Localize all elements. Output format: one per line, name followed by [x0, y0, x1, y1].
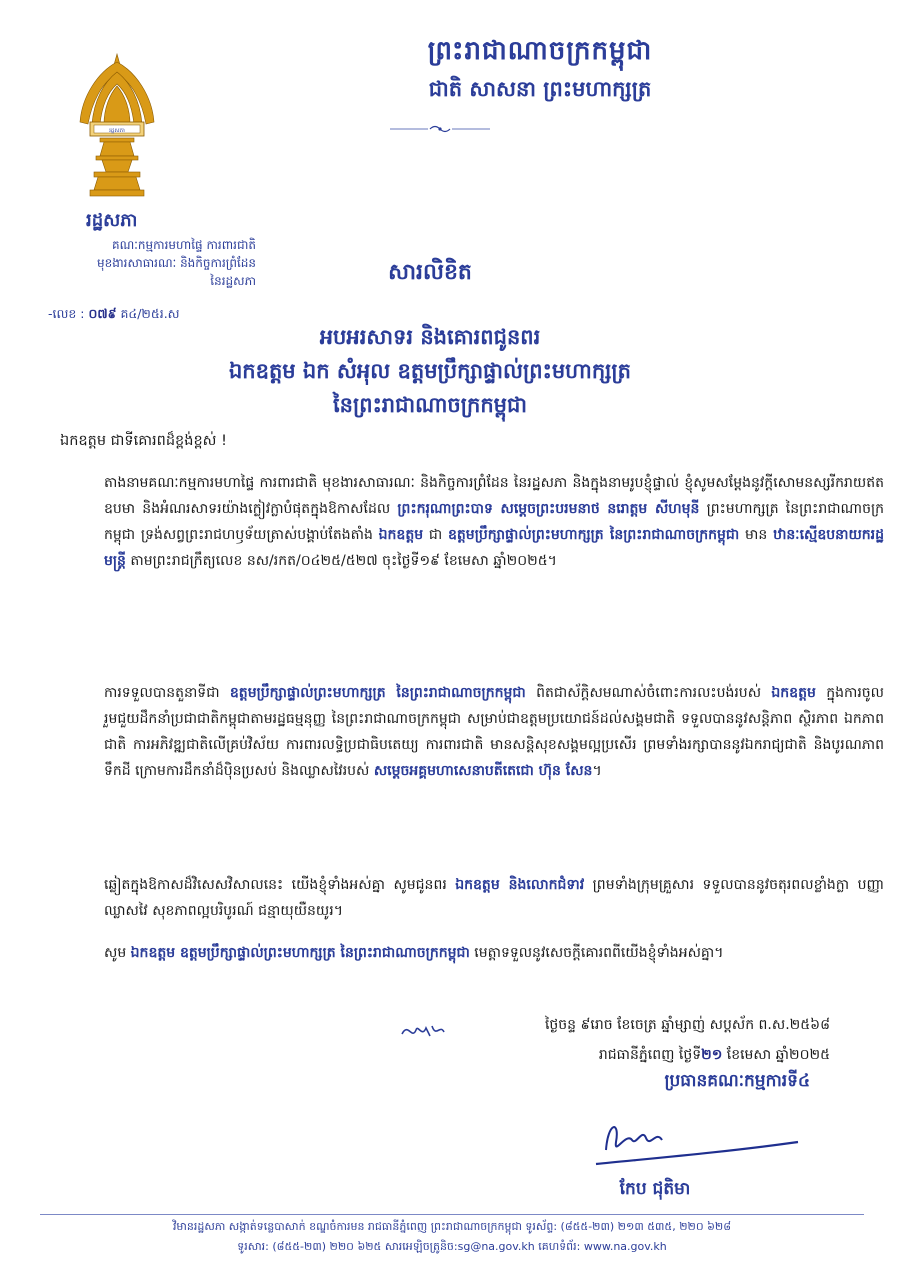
kingdom-title: ព្រះរាជាណាចក្រកម្ពុជា [427, 36, 653, 66]
p2-leader-name: សម្តេចអគ្គមហាសេនាបតីតេជោ ហ៊ុន សែន [373, 763, 593, 779]
handwritten-signature [586, 1112, 804, 1172]
p1-text-g: មាន [739, 527, 774, 543]
p2-text-a: ការទទួលបានតួនាទីជា [104, 685, 230, 701]
committee-line-3: នៃរដ្ឋសភា [210, 274, 256, 288]
signatory-name: កែប ជុតិមា [619, 1179, 691, 1199]
p1-excellency: ឯកឧត្តម [378, 527, 424, 543]
signatory-title: ប្រធានគណៈកម្មការទី៤ [664, 1071, 810, 1091]
p1-text-i: តាមព្រះរាជក្រឹត្យលេខ នស/រកត/០៤២៥/៥២៧ ចុះថ្ងៃទី១៩ ខែមេសា ឆ្នាំ២០២៥។ [125, 553, 557, 569]
p2-text-c: ពិតជាស័ក្តិសមណាស់ចំពោះការលះបង់របស់ [525, 685, 772, 701]
date-suffix: ខែមេសា ឆ្នាំ២០២៥ [722, 1047, 830, 1063]
p1-text-a: តាងនាមគណៈកម្មការមហាផ្ទៃ ការពារជាតិ មុខងារសាធារណៈ និងកិច្ចការព្រំដែន នៃរដ្ឋសភា និងក្នុងនាមរូបខ្ញុំផ្ទាល់ ខ្ញុំសូមសម្តែងនូវក្តីសោមនស្សរីករាយឥតឧបមា និងអំណរសាទរយ៉ាងក្លៀវក្លាបំផុតក្នុងឱកាសដែល [104, 475, 884, 517]
p2-text-g: ។ [592, 763, 602, 779]
p1-text-c: ព្រះមហាក្សត្រ នៃព្រះរាជាណាចក្រកម្ពុជា ទ្រង់សព្វព្រះរាជហឫទ័យត្រាស់បង្គាប់តែងតាំង [104, 501, 885, 543]
p4-text-a: សូម [104, 945, 131, 961]
date-day: ២១ [701, 1047, 723, 1063]
p4-addressee: ឯកឧត្តម ឧត្តមប្រឹក្សាផ្ទាល់ព្រះមហាក្សត្រ នៃព្រះរាជាណាចក្រកម្ពុជា [130, 945, 470, 961]
closing-dates [400, 1010, 830, 1070]
body-paragraph-1 [60, 470, 884, 574]
footer-contact: ទូរសារ: (៨៥៥-២៣) ២២០ ៦២៥ សារអេឡិចត្រូនិច:sg@na.gov.kh គេហទំព័រ: www.na.gov.kh [237, 1240, 667, 1253]
heading-line-1: អបអរសាទរ និងគោរពជូនពរ [319, 325, 541, 349]
footer-divider [40, 1214, 864, 1215]
p1-rank: ឋានៈស្មើឧបនាយករដ្ឋមន្ត្រី [104, 527, 884, 569]
ref-number: ០៧៩ [88, 306, 117, 321]
committee-line-1: គណៈកម្មការមហាផ្ទៃ ការពារជាតិ [112, 238, 256, 252]
emblem-inscription: រដ្ឋសភា [109, 128, 125, 134]
p3-text-c: ព្រមទាំងក្រុមគ្រួសារ ទទួលបាននូវចតុរពលខ្លាំងក្លា បញ្ញាឈ្លាសវៃ សុខភាពល្អបរិបូរណ៍ ជន្មាយុយឺនយូរ។ [104, 877, 885, 919]
ref-suffix: គ៤/២៥រ.ស [120, 306, 180, 321]
issuer-committee [36, 236, 256, 290]
p4-text-c: មេត្តាទទួលនូវសេចក្តីគោរពពីយើងខ្ញុំទាំងអស់គ្នា។ [469, 945, 724, 961]
date-prefix: រាជធានីភ្នំពេញ ថ្ងៃទី [598, 1047, 702, 1063]
national-assembly-emblem [76, 52, 158, 202]
p1-position: ឧត្តមប្រឹក្សាផ្ទាល់ព្រះមហាក្សត្រ នៃព្រះរាជាណាចក្រកម្ពុជា [448, 527, 740, 543]
divider-ornament [390, 124, 490, 134]
p1-text-e: ជា [423, 527, 449, 543]
p2-text-e: ក្នុងការចូលរួមជួយដឹកនាំប្រជាជាតិកម្ពុជាតាមរដ្ឋធម្មនុញ្ញ នៃព្រះរាជាណាចក្រកម្ពុជា សម្រាប់ជាឧត្តមប្រយោជន៍ដល់សង្គមជាតិ ទទួលបាននូវសន្តិភាព ស្ថិរភាព ឯកភាពជាតិ ការអភិវឌ្ឍជាតិលើគ្រប់វិស័យ ការពារលទ្ធិប្រជាធិបតេយ្យ ការពារជាតិ មានសន្តិសុខសង្គមល្អប្រសើរ ព្រមទាំងរក្សាបាននូវឯករាជ្យជាតិ និងបូរណភាពទឹកដី ក្រោមការដឹកនាំដ៏ប៉ិនប្រសប់ និងឈ្លាសវៃរបស់ [104, 685, 884, 779]
heading-line-3: នៃព្រះរាជាណាចក្រកម្ពុជា [332, 393, 527, 417]
p2-position: ឧត្តមប្រឹក្សាផ្ទាល់ព្រះមហាក្សត្រ នៃព្រះរាជាណាចក្រកម្ពុជា [229, 685, 526, 701]
national-motto: ជាតិ សាសនា ព្រះមហាក្សត្រ [428, 77, 652, 101]
ref-prefix: -លេខ : [48, 306, 85, 321]
p3-addressees: ឯកឧត្តម និងលោកជំទាវ [455, 877, 585, 893]
letter-heading [150, 320, 710, 422]
gregorian-date [400, 1040, 830, 1070]
p3-text-a: ឆ្លៀតក្នុងឱកាសដ៏វិសេសវិសាលនេះ យើងខ្ញុំទាំងអស់គ្នា សូមជូនពរ [104, 877, 456, 893]
body-paragraph-4 [60, 940, 884, 966]
issuer-name: រដ្ឋសភា [86, 210, 138, 231]
p2-excellency: ឯកឧត្តម [771, 685, 816, 701]
lunar-date: ថ្ងៃចន្ទ ៩រោច ខែចេត្រ ឆ្នាំម្សាញ់ សប្តស័ក ព.ស.២៥៦៨ [544, 1017, 830, 1033]
body-paragraph-2 [60, 680, 884, 784]
p1-king-name: ព្រះករុណាព្រះបាទ សម្តេចព្រះបរមនាថ នរោត្តម សីហមុនី [397, 501, 700, 517]
committee-line-2: មុខងារសាធារណៈ និងកិច្ចការព្រំដែន [97, 256, 256, 270]
document-type: សារលិខិត [388, 260, 472, 285]
salutation: ឯកឧត្តម ជាទីគោរពដ៏ខ្ពង់ខ្ពស់ ! [60, 433, 227, 449]
body-paragraph-3 [60, 872, 884, 924]
heading-line-2: ឯកឧត្តម ឯក សំអុល ឧត្តមប្រឹក្សាផ្ទាល់ព្រះមហាក្សត្រ [228, 359, 632, 383]
footer-address: វិមានរដ្ឋសភា សង្កាត់ទន្លេបាសាក់ ខណ្ឌចំការមន រាជធានីភ្នំពេញ ព្រះរាជាណាចក្រកម្ពុជា ទូរស័ព្ទ: (៨៥៥-២៣) ២១៣ ៥៣៥, ២២០ ៦២៨ [172, 1220, 732, 1233]
